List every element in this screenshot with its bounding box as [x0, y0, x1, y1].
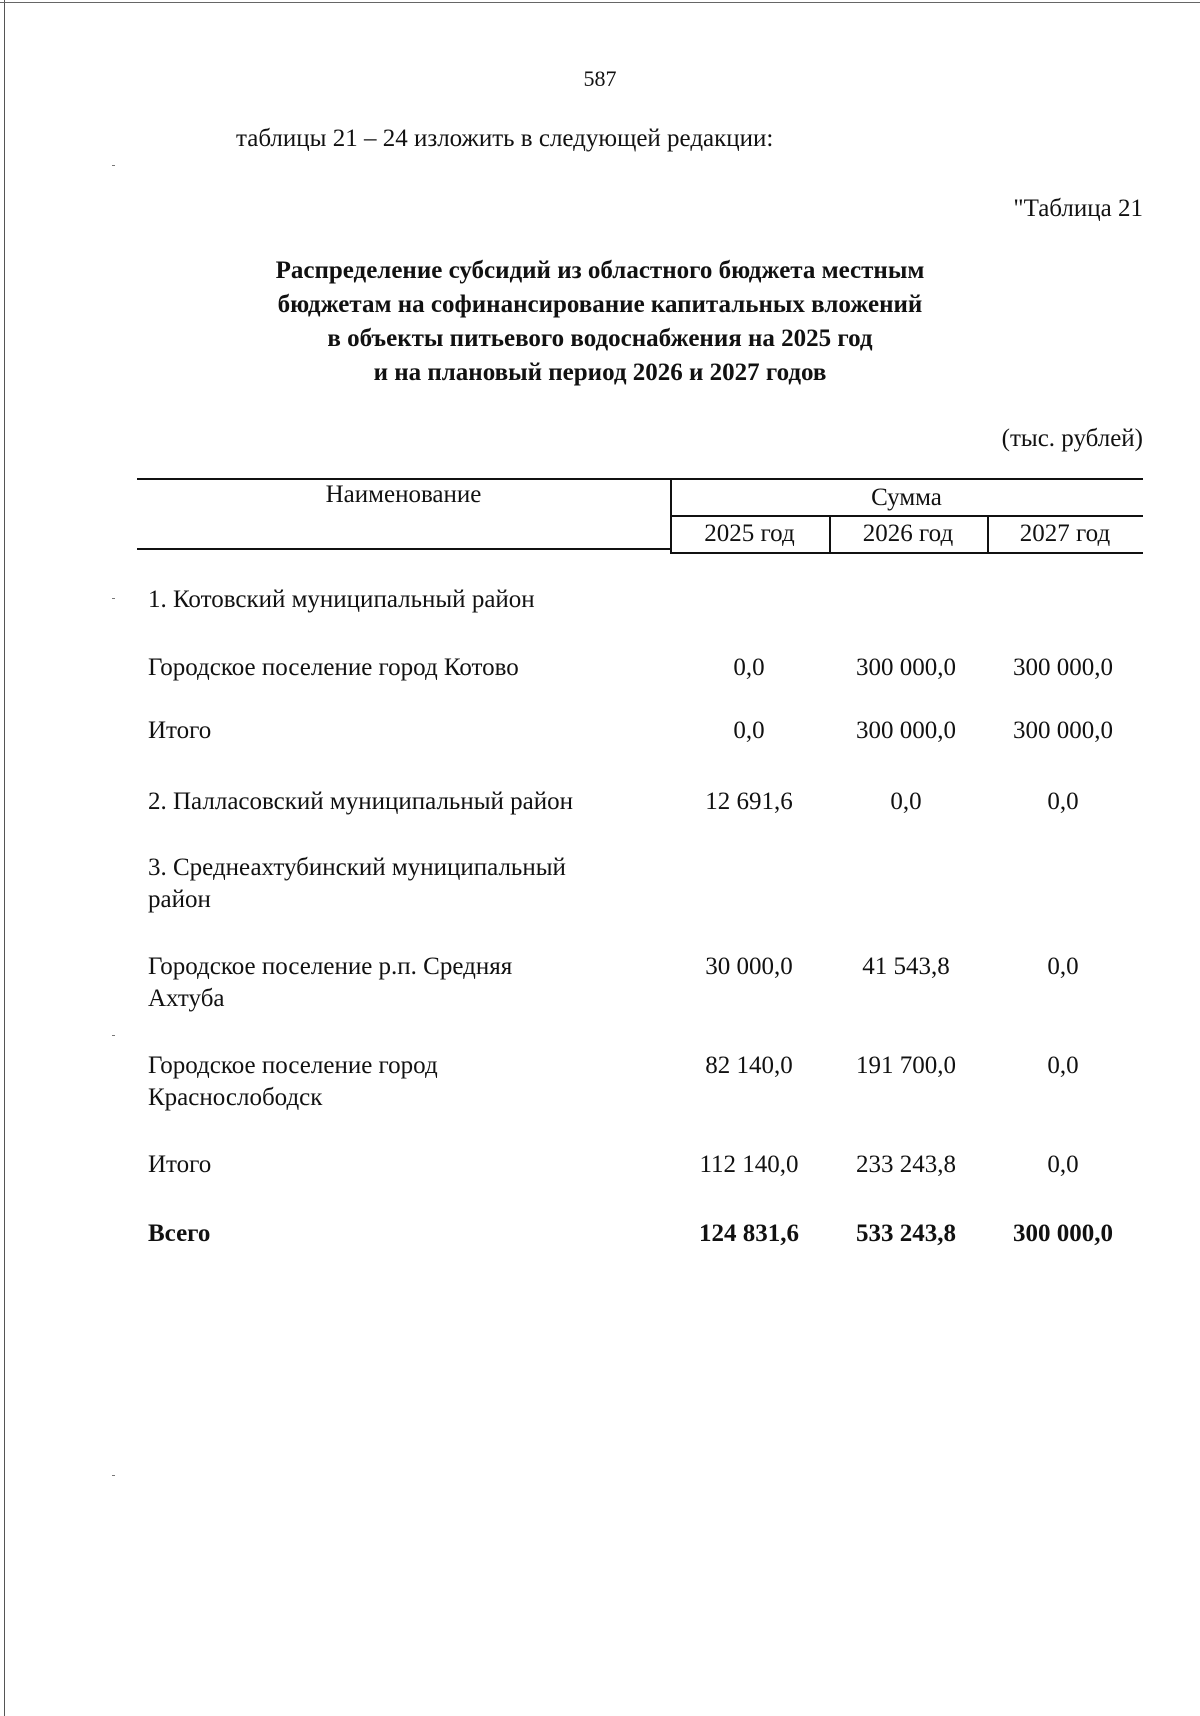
title-line: и на плановый период 2026 и 2027 годов	[373, 359, 827, 386]
value-2025: 12 691,6	[705, 788, 793, 815]
value-2025: 82 140,0	[705, 1052, 793, 1079]
scan-edge-top	[0, 2, 1200, 3]
value-2025: 0,0	[733, 717, 765, 744]
header-year-2027: 2027 год	[1019, 520, 1111, 547]
row-name: Городское поселение р.п. Средняя Ахтуба	[148, 953, 513, 1012]
value-2026: 0,0	[890, 788, 922, 815]
value-2027: 300 000,0	[1013, 1220, 1113, 1247]
value-2026: 41 543,8	[862, 953, 950, 980]
units-label: (тыс. рублей)	[1001, 425, 1143, 452]
header-name: Наименование	[325, 481, 482, 508]
row-name: 3. Среднеахтубинский муниципальный район	[148, 854, 566, 913]
years-header-bottom-rule	[670, 552, 1143, 554]
row-name: 2. Палласовский муниципальный район	[148, 788, 573, 815]
value-2027: 0,0	[1047, 788, 1079, 815]
intro-text: таблицы 21 – 24 изложить в следующей редакции:	[236, 125, 774, 152]
title-line: в объекты питьевого водоснабжения на 2025 год	[327, 325, 873, 352]
value-2026: 533 243,8	[856, 1220, 956, 1247]
value-2026: 191 700,0	[856, 1052, 956, 1079]
table-label: "Таблица 21	[1013, 195, 1143, 222]
value-2026: 300 000,0	[856, 654, 956, 681]
margin-tick	[112, 598, 115, 599]
value-2025: 124 831,6	[699, 1220, 799, 1247]
sum-header-rule	[670, 515, 1143, 517]
row-name: Итого	[148, 717, 212, 744]
value-2025: 30 000,0	[705, 953, 793, 980]
row-name: Городское поселение город Котово	[148, 654, 519, 681]
table-top-rule	[137, 478, 1143, 480]
header-year-2026: 2026 год	[862, 520, 954, 547]
table-title	[0, 254, 1200, 390]
value-2027: 0,0	[1047, 1151, 1079, 1178]
value-2027: 300 000,0	[1013, 654, 1113, 681]
row-name: Итого	[148, 1151, 212, 1178]
value-2026: 233 243,8	[856, 1151, 956, 1178]
value-2025: 0,0	[733, 654, 765, 681]
row-name: Городское поселение город Краснослободск	[148, 1052, 438, 1111]
margin-tick	[112, 165, 115, 166]
header-year-2025: 2025 год	[704, 520, 795, 547]
name-header-bottom-rule	[137, 548, 670, 550]
margin-tick	[112, 1035, 115, 1036]
value-2027: 0,0	[1047, 1052, 1079, 1079]
value-2027: 0,0	[1047, 953, 1079, 980]
row-name: Всего	[148, 1220, 211, 1247]
row-name: 1. Котовский муниципальный район	[148, 586, 535, 613]
page-number: 587	[583, 66, 617, 91]
margin-tick	[112, 1475, 115, 1476]
value-2027: 300 000,0	[1013, 717, 1113, 744]
header-sum: Сумма	[871, 484, 942, 511]
value-2025: 112 140,0	[699, 1151, 799, 1178]
title-line: бюджетам на софинансирование капитальных вложений	[277, 291, 923, 318]
value-2026: 300 000,0	[856, 717, 956, 744]
title-line: Распределение субсидий из областного бюджета местным	[275, 257, 925, 284]
